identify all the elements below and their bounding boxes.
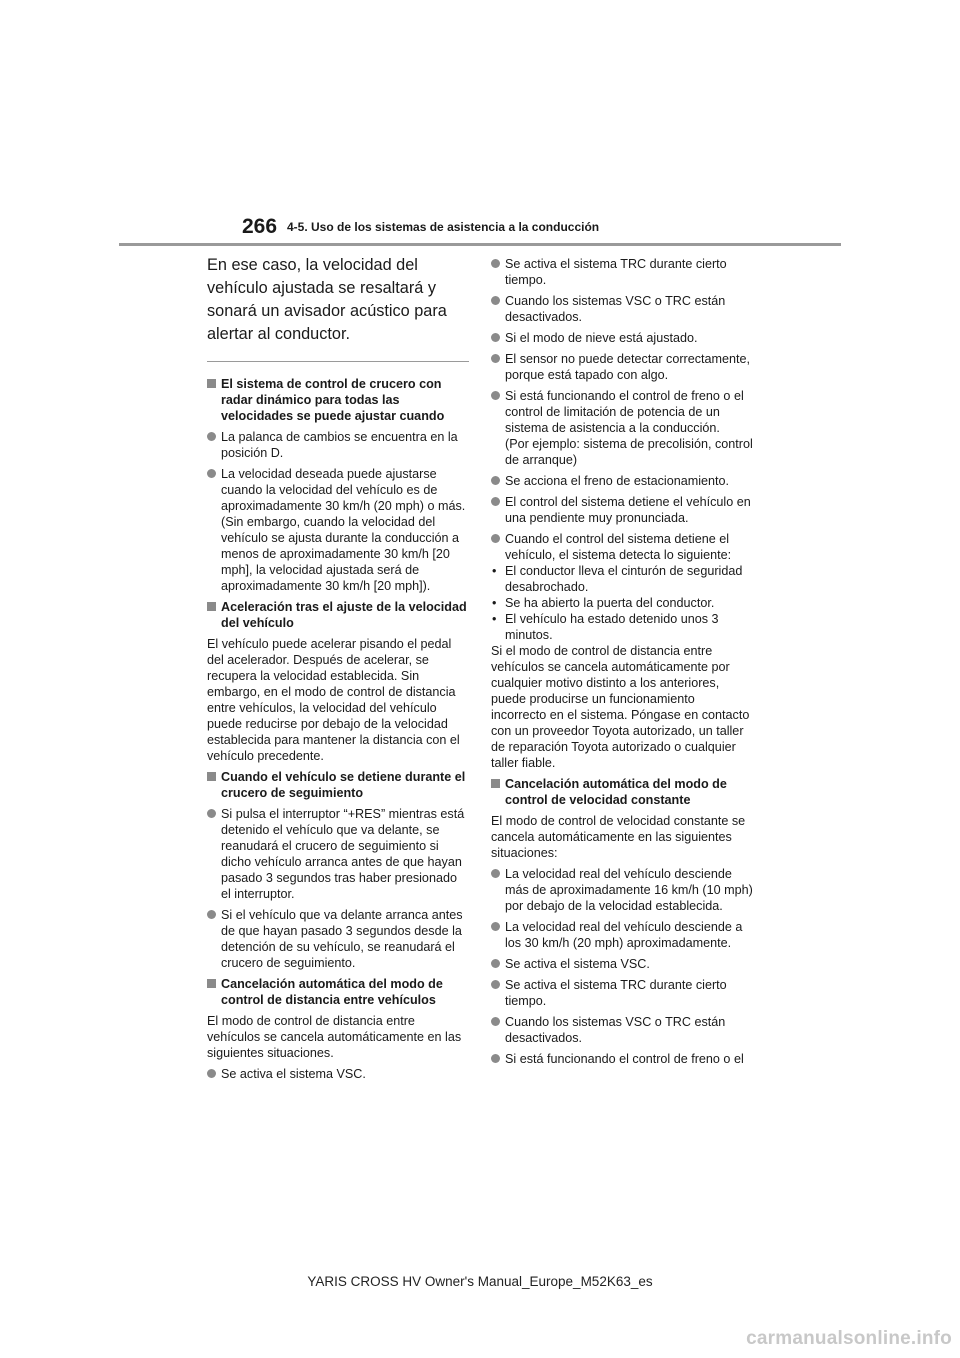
list-item: Cuando los sistemas VSC o TRC están desactivados. xyxy=(491,293,753,325)
list-item: Cuando los sistemas VSC o TRC están desactivados. xyxy=(491,1014,753,1046)
list-item: Se activa el sistema VSC. xyxy=(491,956,753,972)
list-item: Si está funcionando el control de freno o el xyxy=(491,1051,753,1067)
list-item: La velocidad real del vehículo desciende a los 30 km/h (20 mph) aproximadamente. xyxy=(491,919,753,951)
intro-paragraph: En ese caso, la velocidad del vehículo ajustada se resaltará y sonará un avisador acústico para alertar al conductor. xyxy=(207,254,469,362)
paragraph: El vehículo puede acelerar pisando el pedal del acelerador. Después de acelerar, se recupera la velocidad establecida. Sin embargo, en el modo de control de distancia entre vehículos, la velocidad del vehículo puede reducirse por debajo de la velocidad establecida para mantener la distancia con el vehículo precedente. xyxy=(207,637,460,763)
heading-stop-follow: Cuando el vehículo se detiene durante el crucero de seguimiento xyxy=(207,769,469,801)
heading-speed-setting: El sistema de control de crucero con radar dinámico para todas las velocidades se puede ajustar cuando xyxy=(207,376,469,424)
list-item: Si está funcionando el control de freno o el control de limitación de potencia de un sistema de asistencia a la conducción. (Por ejemplo: sistema de precolisión, control de arranque) xyxy=(491,388,753,468)
list-item: Si pulsa el interruptor “+RES” mientras está detenido el vehículo que va delante, se reanudará el crucero de seguimiento si dicho vehículo arranca antes de que hayan pasado 3 segundos tras haber presionado el interruptor. xyxy=(207,806,469,902)
list-item: La palanca de cambios se encuentra en la posición D. xyxy=(207,429,469,461)
section-title: 4-5. Uso de los sistemas de asistencia a la conducción xyxy=(287,220,600,234)
list-item: Se activa el sistema VSC. xyxy=(207,1066,469,1082)
dash-item: • El conductor lleva el cinturón de seguridad desabrochado. xyxy=(491,563,753,595)
left-column xyxy=(207,254,469,1087)
list-item: Se activa el sistema TRC durante cierto tiempo. xyxy=(491,256,753,288)
paragraph: El modo de control de velocidad constante se cancela automáticamente en las siguientes situaciones: xyxy=(491,814,746,860)
list-item: Si el modo de nieve está ajustado. xyxy=(491,330,753,346)
paragraph: Si el modo de control de distancia entre vehículos se cancela automáticamente por cualquier motivo distinto a los anteriores, puede producirse un funcionamiento incorrecto en el sistema. Póngase en contacto con un proveedor Toyota autorizado, un taller de reparación Toyota autorizado o cualquier taller fiable. xyxy=(491,644,750,770)
page-number: 266 xyxy=(242,215,278,238)
list-item: Se activa el sistema TRC durante cierto tiempo. xyxy=(491,977,753,1009)
list-item: Si el vehículo que va delante arranca antes de que hayan pasado 3 segundos desde la detención de su vehículo, se reanudará el crucero de seguimiento. xyxy=(207,907,469,971)
footer-manual-id: YARIS CROSS HV Owner's Manual_Europe_M52K63_es xyxy=(307,1274,653,1289)
list-item: Se acciona el freno de estacionamiento. xyxy=(491,473,753,489)
heading-auto-cancel-distance: Cancelación automática del modo de control de distancia entre vehículos xyxy=(207,976,469,1008)
heading-acceleration: Aceleración tras el ajuste de la velocidad del vehículo xyxy=(207,599,469,631)
header-rule xyxy=(119,243,841,246)
list-item: El sensor no puede detectar correctamente, porque está tapado con algo. xyxy=(491,351,753,383)
dash-item: • Se ha abierto la puerta del conductor. xyxy=(491,595,753,611)
watermark: carmanualsonline.info xyxy=(746,1328,952,1349)
list-item: El control del sistema detiene el vehículo en una pendiente muy pronunciada. xyxy=(491,494,753,526)
dash-item: • El vehículo ha estado detenido unos 3 minutos. xyxy=(491,611,753,643)
list-item: Cuando el control del sistema detiene el vehículo, el sistema detecta lo siguiente: xyxy=(491,531,753,563)
list-item: La velocidad real del vehículo desciende más de aproximadamente 16 km/h (10 mph) por debajo de la velocidad establecida. xyxy=(491,866,753,914)
paragraph: El modo de control de distancia entre vehículos se cancela automáticamente en las siguientes situaciones. xyxy=(207,1014,462,1060)
list-item: La velocidad deseada puede ajustarse cuando la velocidad del vehículo es de aproximadamente 30 km/h (20 mph) o más. (Sin embargo, cuando la velocidad del vehículo se ajusta durante la conducción a menos de aproximadamente 30 km/h [20 mph], la velocidad ajustada será de aproximadamente 30 km/h [20 mph]). xyxy=(207,466,469,594)
right-column xyxy=(491,256,753,1072)
heading-auto-cancel-constant: Cancelación automática del modo de control de velocidad constante xyxy=(491,776,753,808)
dash-list xyxy=(491,563,753,643)
